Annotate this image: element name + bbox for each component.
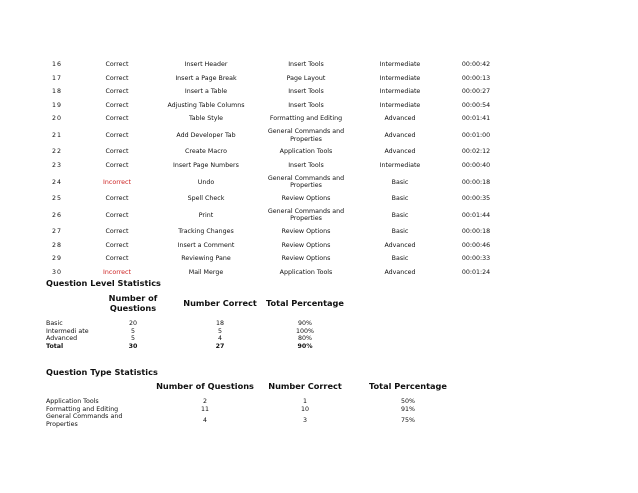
question-row	[46, 99, 500, 113]
question-number: 26	[52, 211, 63, 219]
question-task: Table Style	[188, 115, 224, 123]
question-category: Review Options	[281, 228, 331, 236]
type-correct: 1	[302, 398, 307, 405]
question-task: Tracking Changes	[178, 228, 234, 236]
question-row	[46, 145, 500, 159]
question-time: 00:00:42	[461, 61, 491, 69]
question-time: 00:00:13	[461, 74, 491, 82]
question-result: Correct	[105, 61, 129, 69]
question-time: 00:00:46	[461, 241, 491, 249]
level-stats-header-questions: Number of Questions	[108, 292, 158, 313]
question-number: 21	[52, 131, 63, 139]
question-time: 00:00:35	[461, 195, 491, 203]
question-category: General Commands and Properties	[267, 174, 345, 190]
question-number: 24	[52, 178, 63, 186]
question-number: 20	[52, 115, 63, 123]
level-questions: 30	[128, 342, 138, 350]
type-stats-title: Question Type Statistics	[46, 367, 158, 377]
question-row	[46, 159, 500, 173]
question-time: 00:00:18	[461, 228, 491, 236]
type-stats-corner	[46, 376, 150, 398]
question-row	[46, 72, 500, 86]
question-row	[46, 126, 500, 145]
type-stats-header-questions: Number of Questions	[156, 381, 254, 392]
level-questions: 5	[130, 327, 135, 335]
question-category: Insert Tools	[288, 162, 324, 170]
level-percentage: 80%	[298, 335, 312, 343]
question-row	[46, 192, 500, 206]
level-stats-row	[46, 328, 346, 336]
level-stats-row	[46, 343, 346, 351]
question-row	[46, 225, 500, 239]
question-level: Intermediate	[379, 162, 421, 170]
question-level: Advanced	[384, 115, 416, 123]
level-questions: 5	[130, 335, 135, 343]
question-number: 27	[52, 228, 63, 236]
level-percentage: 100%	[295, 327, 314, 335]
question-row	[46, 252, 500, 266]
question-time: 00:00:33	[461, 255, 491, 263]
question-result: Correct	[105, 88, 129, 96]
question-category: Insert Tools	[288, 88, 324, 96]
question-number: 28	[52, 241, 63, 249]
level-stats-title: Question Level Statistics	[46, 278, 161, 288]
question-level: Basic	[391, 228, 409, 236]
question-level: Intermediate	[379, 88, 421, 96]
question-category: General Commands and Properties	[267, 128, 345, 143]
level-label: Advanced	[46, 335, 78, 343]
level-label: Basic	[46, 320, 63, 327]
question-category: Review Options	[281, 195, 331, 203]
question-category: Application Tools	[279, 148, 333, 156]
question-category: Review Options	[281, 255, 331, 263]
question-category: Insert Tools	[288, 61, 324, 69]
type-percentage: 75%	[401, 416, 415, 424]
question-results-table	[46, 58, 500, 279]
question-level: Basic	[391, 211, 409, 219]
question-result: Incorrect	[103, 268, 131, 276]
question-result: Correct	[105, 241, 129, 249]
level-correct: 27	[215, 342, 225, 350]
question-number: 29	[52, 255, 63, 263]
question-result: Correct	[105, 148, 129, 156]
question-time: 00:02:12	[461, 148, 491, 156]
type-percentage: 50%	[401, 398, 415, 405]
question-row	[46, 206, 500, 225]
type-stats-row	[46, 413, 466, 428]
question-time: 00:01:44	[461, 211, 491, 219]
question-level: Advanced	[384, 131, 416, 139]
question-level: Intermediate	[379, 61, 421, 69]
question-level: Advanced	[384, 148, 416, 156]
question-level: Advanced	[384, 268, 416, 276]
level-stats-row	[46, 320, 346, 328]
level-stats-header-correct: Number Correct	[183, 297, 257, 308]
type-percentage: 91%	[401, 405, 415, 413]
question-number: 19	[52, 101, 63, 109]
type-stats-header-correct: Number Correct	[268, 381, 342, 392]
question-category: Application Tools	[279, 268, 333, 276]
question-task: Undo	[197, 178, 215, 186]
question-level: Intermediate	[379, 101, 421, 109]
question-result: Correct	[105, 74, 129, 82]
question-row	[46, 85, 500, 99]
question-number: 17	[52, 74, 63, 82]
question-time: 00:00:18	[461, 178, 491, 186]
question-number: 25	[52, 195, 63, 203]
question-result: Correct	[105, 131, 129, 139]
question-task: Adjusting Table Columns	[167, 101, 245, 109]
type-questions: 2	[202, 398, 207, 405]
type-stats-table	[46, 376, 466, 428]
question-row	[46, 58, 500, 72]
type-label: Formatting and Editing	[46, 405, 119, 413]
type-label: General Commands and Properties	[46, 413, 123, 428]
question-number: 22	[52, 148, 63, 156]
question-number: 23	[52, 162, 63, 170]
question-number: 16	[52, 61, 63, 69]
question-row	[46, 239, 500, 253]
question-level: Basic	[391, 178, 409, 186]
question-category: Formatting and Editing	[269, 115, 343, 123]
type-label: Application Tools	[46, 398, 99, 405]
type-stats-header-percentage: Total Percentage	[369, 381, 447, 392]
level-stats-table	[46, 287, 346, 350]
question-task: Add Developer Tab	[176, 131, 236, 139]
level-label: Total	[46, 342, 64, 350]
type-correct: 3	[302, 416, 307, 424]
question-result: Correct	[105, 195, 129, 203]
question-task: Insert Page Numbers	[173, 162, 239, 170]
question-time: 00:00:27	[461, 88, 491, 96]
question-category: General Commands and Properties	[267, 207, 345, 223]
question-category: Insert Tools	[288, 101, 324, 109]
type-questions: 4	[202, 416, 207, 424]
question-result: Correct	[105, 115, 129, 123]
question-level: Basic	[391, 195, 409, 203]
question-task: Insert Header	[184, 61, 228, 69]
question-level: Basic	[391, 255, 409, 263]
question-result: Correct	[105, 162, 129, 170]
level-correct: 4	[217, 335, 222, 343]
question-level: Intermediate	[379, 74, 421, 82]
question-time: 00:01:24	[461, 268, 491, 276]
level-label: Intermedi ate	[46, 327, 89, 335]
level-correct: 5	[217, 327, 222, 335]
question-task: Insert a Page Break	[175, 74, 237, 82]
question-result: Correct	[105, 101, 129, 109]
level-correct: 18	[215, 320, 224, 327]
question-time: 00:01:00	[461, 131, 491, 139]
question-level: Advanced	[384, 241, 416, 249]
level-stats-header-percentage: Total Percentage	[266, 297, 344, 308]
type-correct: 10	[300, 405, 309, 413]
level-percentage: 90%	[297, 342, 313, 350]
question-task: Reviewing Pane	[181, 255, 231, 263]
level-percentage: 90%	[298, 320, 312, 327]
question-time: 00:00:54	[461, 101, 491, 109]
type-questions: 11	[200, 405, 209, 413]
question-number: 30	[52, 268, 63, 276]
level-questions: 20	[128, 320, 137, 327]
question-task: Mail Merge	[188, 268, 224, 276]
question-task: Spell Check	[187, 195, 225, 203]
question-task: Insert a Table	[184, 88, 228, 96]
question-time: 00:01:41	[461, 115, 491, 123]
question-category: Review Options	[281, 241, 331, 249]
question-task: Create Macro	[185, 148, 227, 156]
question-row	[46, 173, 500, 192]
question-task: Print	[198, 211, 214, 219]
question-time: 00:00:40	[461, 162, 491, 170]
question-row	[46, 112, 500, 126]
level-stats-row	[46, 335, 346, 343]
level-stats-corner	[46, 287, 90, 320]
question-task: Insert a Comment	[177, 241, 235, 249]
question-category: Page Layout	[286, 74, 326, 82]
question-result: Correct	[105, 228, 129, 236]
question-result: Correct	[105, 255, 129, 263]
type-stats-row	[46, 406, 466, 414]
type-stats-row	[46, 398, 466, 406]
question-result: Correct	[105, 211, 129, 219]
question-number: 18	[52, 88, 63, 96]
question-result: Incorrect	[103, 178, 131, 186]
